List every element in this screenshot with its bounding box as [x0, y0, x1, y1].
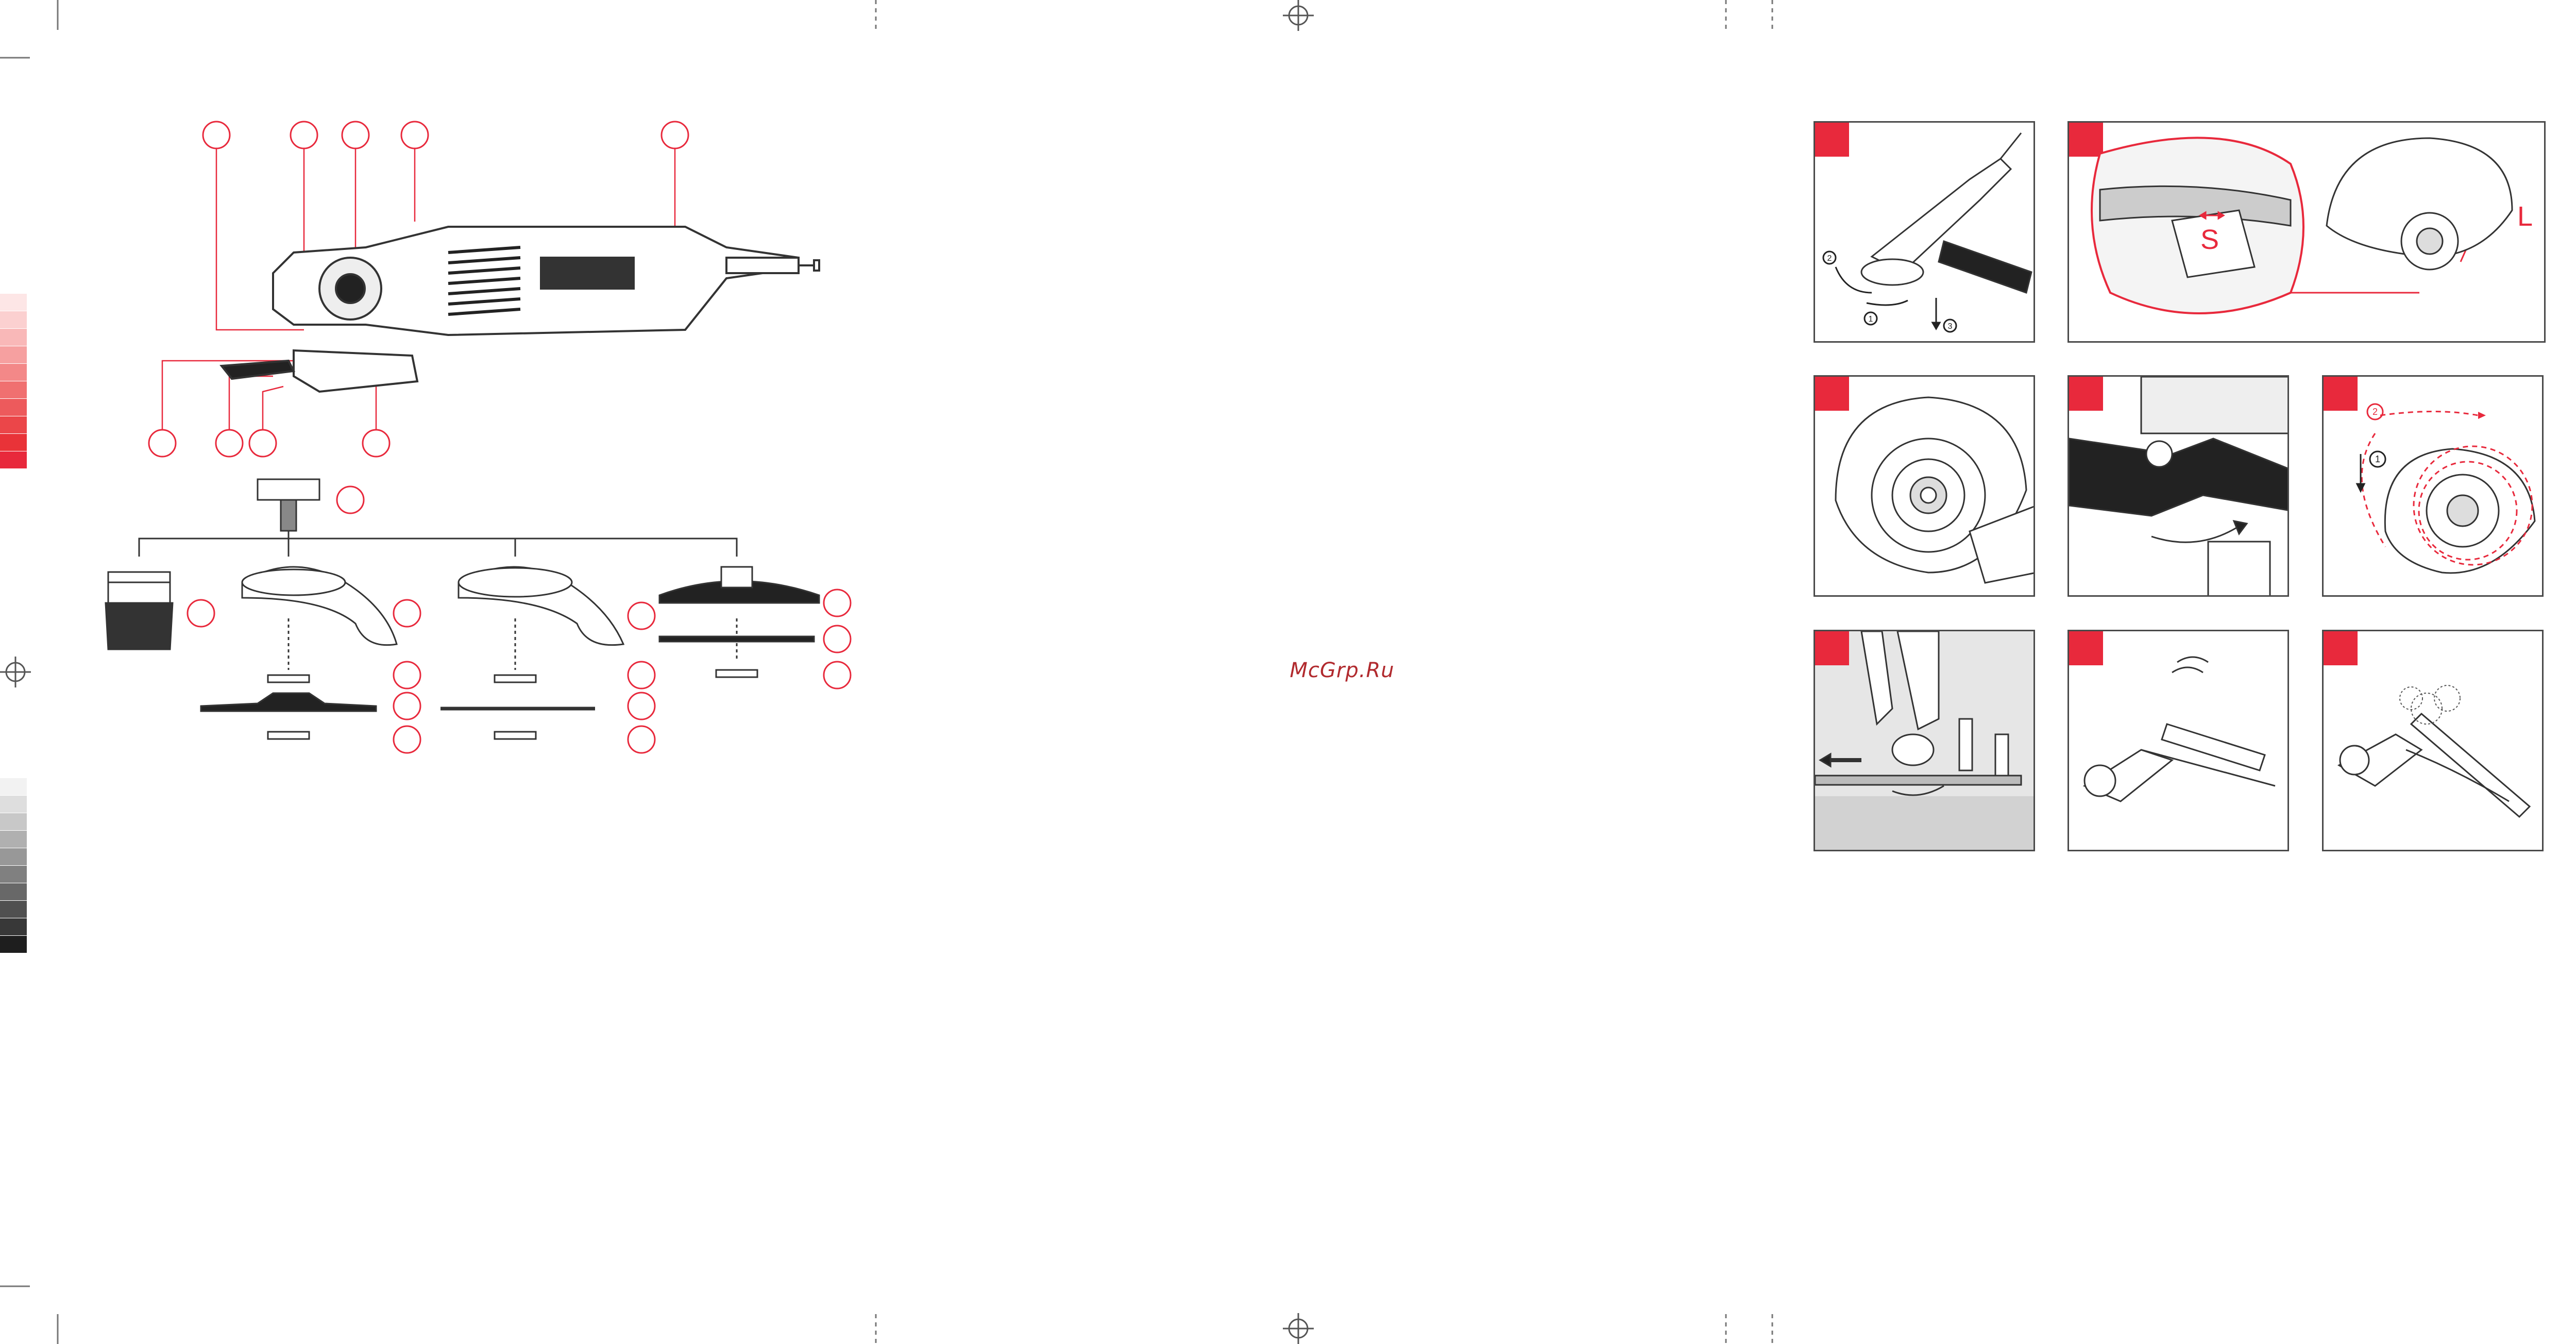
figure-2-panel	[1814, 375, 2035, 597]
callout-circle-icon	[149, 122, 851, 753]
figure-1-panel	[2067, 121, 2546, 343]
figure-5-panel	[1814, 630, 2035, 851]
svg-text:1: 1	[1868, 315, 1873, 324]
tool-exploded-diagram	[77, 103, 876, 783]
svg-text:2: 2	[2372, 407, 2378, 417]
figure-3-panel	[2067, 375, 2289, 597]
figure-0-panel	[1814, 121, 2035, 343]
watermark: McGrp.Ru	[1290, 659, 1395, 682]
figure-6-panel	[2067, 630, 2289, 851]
callout-s-label: S	[2200, 224, 2219, 255]
color-bar-gray-left	[0, 778, 27, 953]
callout-l-label: L	[2517, 201, 2533, 232]
svg-text:1: 1	[2375, 454, 2381, 464]
figure-7-panel	[2322, 630, 2544, 851]
figure-4-panel	[2322, 375, 2544, 597]
color-bar-red-left	[0, 294, 27, 469]
svg-text:2: 2	[1827, 254, 1832, 263]
svg-text:3: 3	[1947, 322, 1953, 331]
